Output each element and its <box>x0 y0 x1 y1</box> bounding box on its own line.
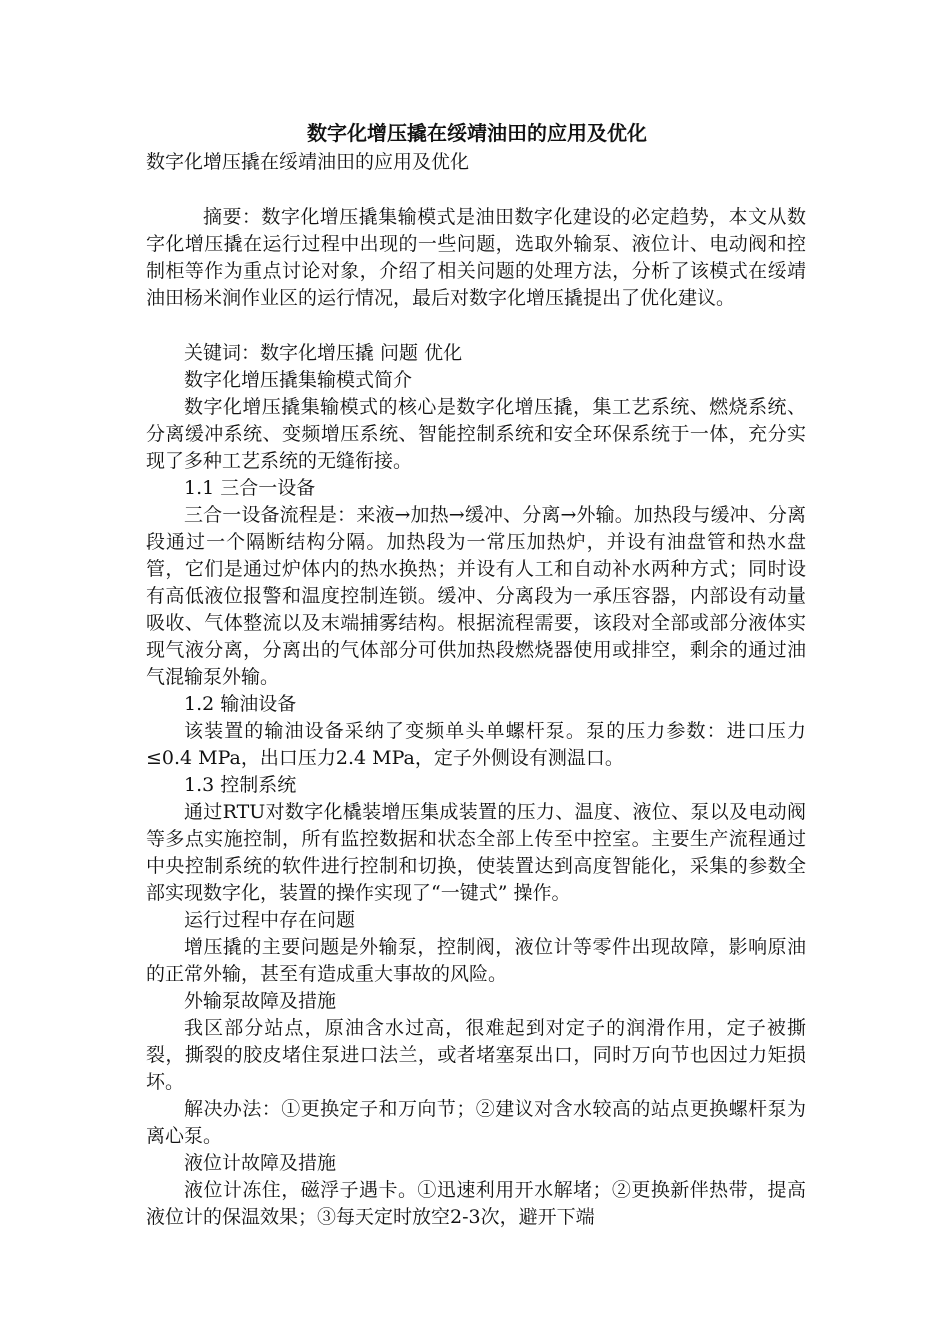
body-paragraph: 该装置的输油设备采纳了变频单头单螺杆泵。泵的压力参数：进口压力≤0.4 MPa，出口压力2.4 MPa，定子外侧设有测温口。 <box>146 720 806 769</box>
abstract-paragraph: 摘要：数字化增压撬集输模式是油田数字化建设的必定趋势，本文从数字化增压撬在运行过程中出现的一些问题，选取外输泵、液位计、电动阀和控制柜等作为重点讨论对象，介绍了相关问题的处理方法，分析了该模式在绥靖油田杨米涧作业区的运行情况，最后对数字化增压撬提出了优化建议。 <box>146 206 806 309</box>
section-heading: 1.2 输油设备 <box>184 693 297 715</box>
body-paragraph: 通过RTU对数字化橇装增压集成装置的压力、温度、液位、泵以及电动阀等多点实施控制，所有监控数据和状态全部上传至中控室。主要生产流程通过中央控制系统的软件进行控制和切换，使装置达到高度智能化，采集的参数全部实现数字化，装置的操作实现了“一键式” 操作。 <box>146 801 806 904</box>
body-paragraph: 解决办法：①更换定子和万向节；②建议对含水较高的站点更换螺杆泵为离心泵。 <box>146 1098 806 1147</box>
section-heading: 外输泵故障及措施 <box>184 990 337 1012</box>
document-page <box>146 118 806 1231</box>
section-heading: 数字化增压撬集输模式简介 <box>184 369 413 391</box>
keywords-line: 关键词：数字化增压撬 问题 优化 <box>184 342 463 364</box>
document-title: 数字化增压撬在绥靖油田的应用及优化 <box>307 121 647 145</box>
body-paragraph: 增压撬的主要问题是外输泵，控制阀，液位计等零件出现故障，影响原油的正常外输，甚至有造成重大事故的风险。 <box>146 936 806 985</box>
body-paragraph: 数字化增压撬集输模式的核心是数字化增压撬，集工艺系统、燃烧系统、分离缓冲系统、变频增压系统、智能控制系统和安全环保系统于一体，充分实现了多种工艺系统的无缝衔接。 <box>146 396 806 472</box>
section-heading: 运行过程中存在问题 <box>184 909 356 931</box>
section-heading: 液位计故障及措施 <box>184 1152 337 1174</box>
section-heading: 1.3 控制系统 <box>184 774 297 796</box>
body-paragraph: 液位计冻住，磁浮子遇卡。①迅速利用开水解堵；②更换新伴热带，提高液位计的保温效果；③每天定时放空2-3次，避开下端 <box>146 1179 806 1228</box>
spacer <box>146 312 806 340</box>
document-subtitle: 数字化增压撬在绥靖油田的应用及优化 <box>146 151 470 173</box>
body-paragraph: 我区部分站点，原油含水过高，很难起到对定子的润滑作用，定子被撕裂，撕裂的胶皮堵住泵进口法兰，或者堵塞泵出口，同时万向节也因过力矩损坏。 <box>146 1017 806 1093</box>
spacer <box>146 176 806 204</box>
body-paragraph: 三合一设备流程是：来液→加热→缓冲、分离→外输。加热段与缓冲、分离段通过一个隔断结构分隔。加热段为一常压加热炉，并设有油盘管和热水盘管，它们是通过炉体内的热水换热；并设有人工和自动补水两种方式；同时设有高低液位报警和温度控制连锁。缓冲、分离段为一承压容器，内部设有动量吸收、气体整流以及末端捕雾结构。根据流程需要，该段对全部或部分液体实现气液分离，分离出的气体部分可供加热段燃烧器使用或排空，剩余的通过油气混输泵外输。 <box>146 504 806 688</box>
section-heading: 1.1 三合一设备 <box>184 477 316 499</box>
